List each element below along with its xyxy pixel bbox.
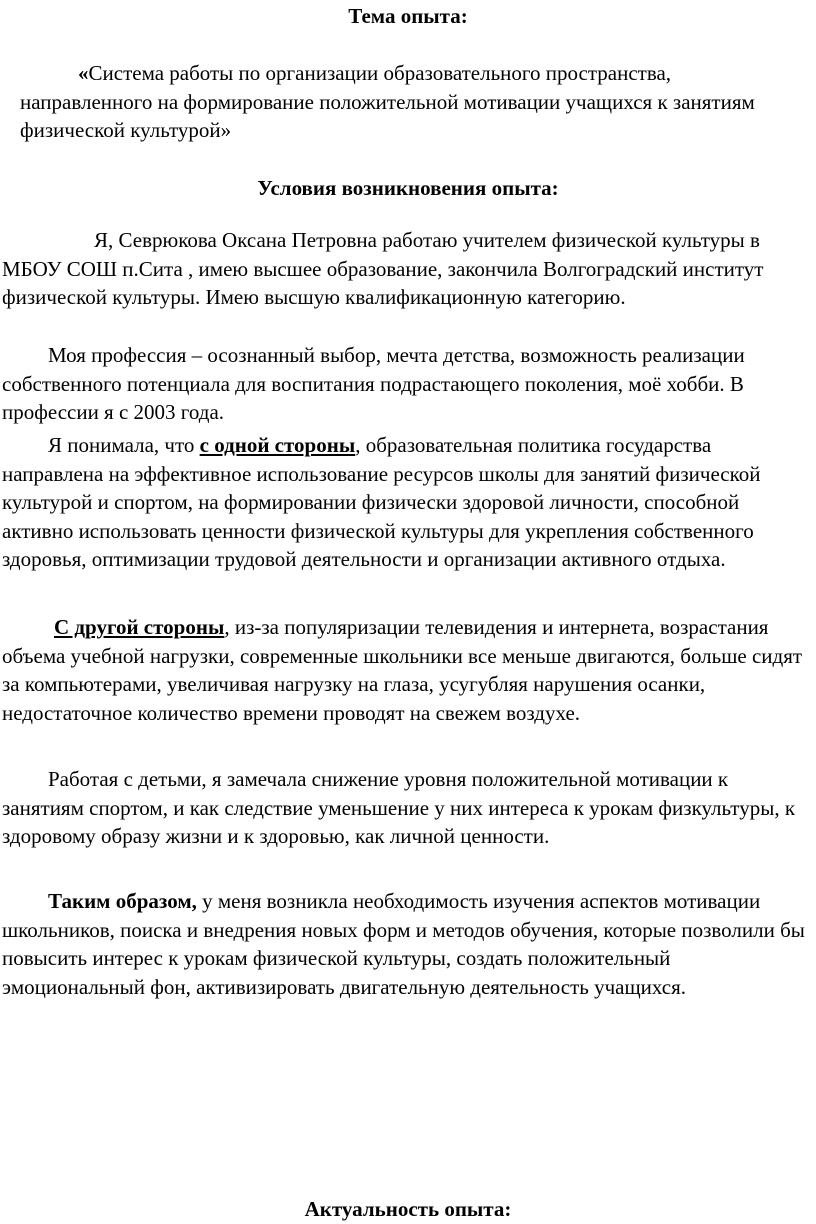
- relevance-heading: Актуальность опыта:: [304, 1197, 512, 1221]
- topic-quote-open: «: [78, 61, 89, 85]
- conditions-heading: Условия возникновения опыта:: [257, 176, 559, 200]
- topic-title-text: Система работы по организации образовательного пространства, направленного на формирование положительной мотивации учащихся к занятиям физической культурой»: [20, 61, 755, 143]
- paragraph-profession: Моя профессия – осознанный выбор, мечта детства, возможность реализации собственного потенциала для воспитания подрастающего поколения, моё хобби. В профессии я с 2003 года.: [2, 343, 745, 425]
- one-side-emphasis: с одной стороны: [199, 433, 356, 457]
- paragraph-intro: Я, Севрюкова Оксана Петровна работаю учителем физической культуры в МБОУ СОШ п.Сита , имею высшее образование, закончила Волгоградский институт физической культуры. Имею высшую квалификационную категорию.: [2, 228, 764, 310]
- paragraph-observation: Работая с детьми, я замечала снижение уровня положительной мотивации к занятиям спортом, и как следствие уменьшение у них интереса к урокам физкультуры, к здоровому образу жизни и к здоровью, как личной ценности.: [2, 767, 796, 849]
- other-side-emphasis: С другой стороны: [54, 615, 225, 639]
- paragraph-one-side-rest: , образовательная политика государства направлена на эффективное использование ресурсов школы для занятий физической культурой и спортом, на формировании физически здоровой личности, способной активно использовать ценности физической культуры для укрепления собственного здоровья, оптимизации трудовой деятельности и организации активного отдыха.: [2, 433, 761, 572]
- topic-heading: Тема опыта:: [348, 4, 468, 28]
- conclusion-emphasis: Таким образом,: [48, 889, 197, 913]
- paragraph-conclusion: [2, 887, 814, 1001]
- paragraph-conclusion-rest: у меня возникла необходимость изучения аспектов мотивации школьников, поиска и внедрения новых форм и методов обучения, которые позволили бы повысить интерес к урокам физической культуры, создать положительный эмоциональный фон, активизировать двигательную деятельность учащихся.: [2, 889, 805, 999]
- topic-title: [20, 59, 796, 145]
- paragraph-other-side: [2, 613, 814, 727]
- paragraph-one-side-lead: Я понимала, что: [48, 433, 200, 457]
- paragraph-other-side-rest: , из-за популяризации телевидения и интернета, возрастания объема учебной нагрузки, современные школьники все меньше двигаются, больше сидят за компьютерами, увеличивая нагрузку на глаза, усугубляя нарушения осанки, недостаточное количество времени проводят на свежем воздухе.: [2, 615, 803, 725]
- paragraph-one-side: [2, 431, 814, 574]
